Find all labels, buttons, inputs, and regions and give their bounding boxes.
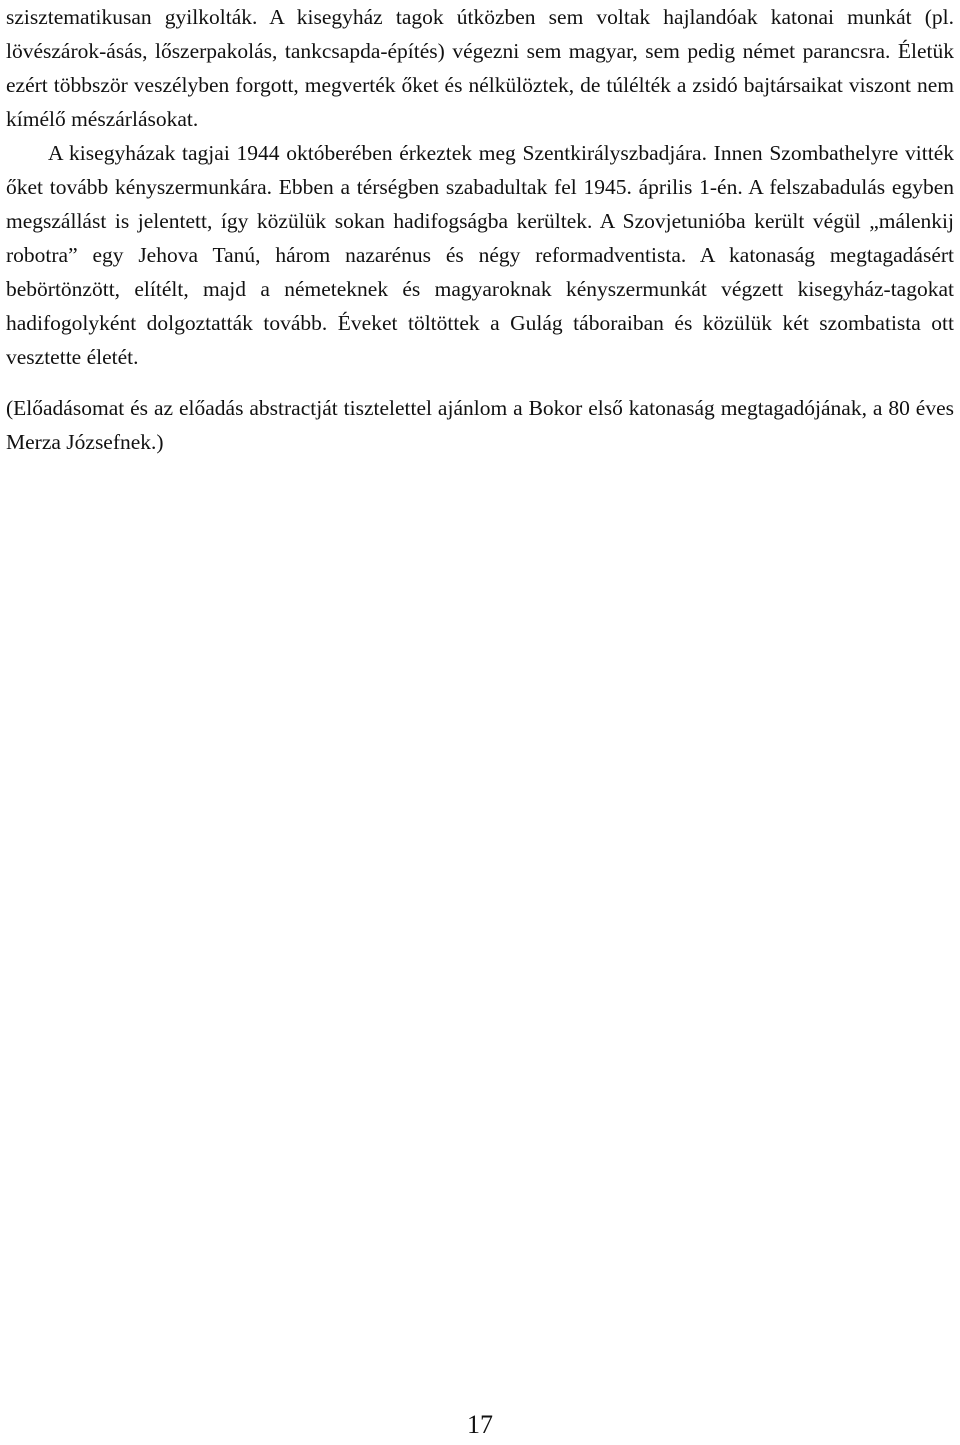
paragraph-kisegyhazak: A kisegyházak tagjai 1944 októberében érkeztek meg Szentkirályszbadjára. Innen Szombathelyre vitték őket tovább kényszermunkára. Ebben a térségben szabadultak fel 1945. április 1-én. A felszabadulás egyben megszállást is jelentett, így közülük sokan hadifogságba kerültek. A Szovjetunióba került végül „málenkij robotra” egy Jehova Tanú, három nazarénus és négy reformadventista. A katonaság megtagadásért bebörtönzött, elítélt, majd a németeknek és magyaroknak kényszermunkát végzett kisegyház-tagokat hadifogolyként dolgoztatták tovább. Éveket töltöttek a Gulág táboraiban és közülük két szombatista ott vesztette életét. — [6, 141, 954, 369]
page-number: 17 — [467, 1410, 493, 1439]
paragraph-continuation: szisztematikusan gyilkolták. A kisegyház tagok útközben sem voltak hajlandóak katonai munkát (pl. lövészárok-ásás, lőszerpakolás, tankcsapda-építés) végezni sem magyar, sem pedig német parancsra. Életük ezért többször veszélyben forgott, megverték őket és nélkülöztek, de túlélték a zsidó bajtársaikat viszont nem kímélő mészárlásokat. — [6, 5, 954, 131]
document-body — [6, 0, 954, 459]
paragraph-dedication: (Előadásomat és az előadás abstractját tisztelettel ajánlom a Bokor első katonaság megtagadójának, a 80 éves Merza Józsefnek.) — [6, 396, 954, 454]
